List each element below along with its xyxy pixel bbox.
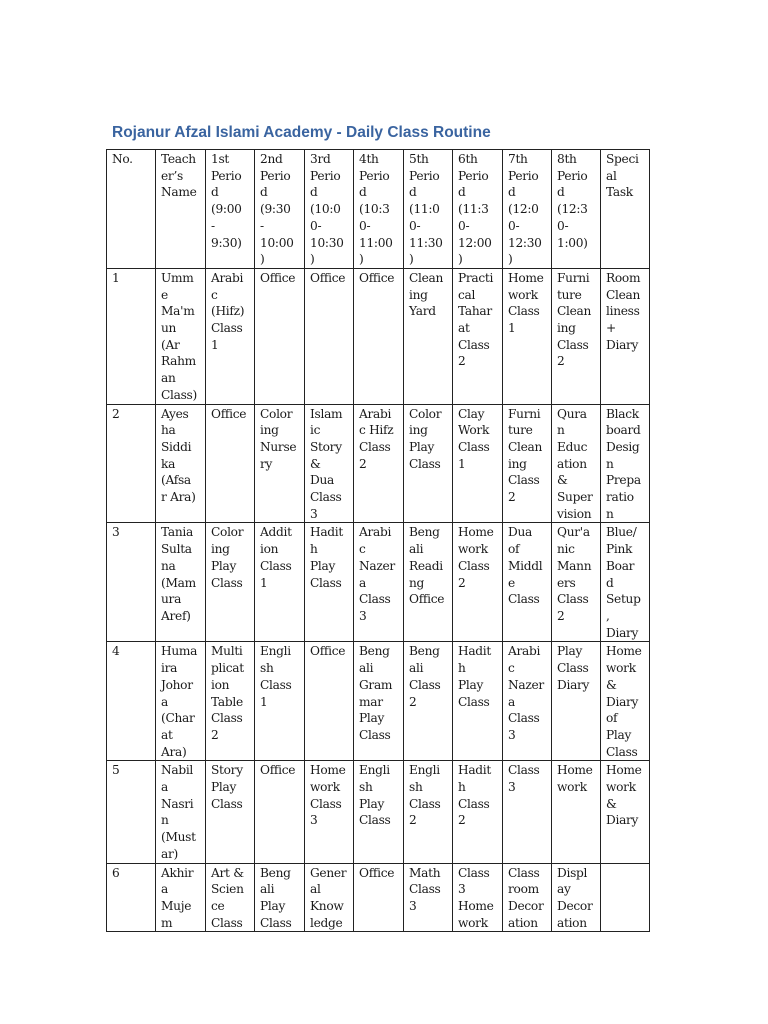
table-cell: Home work Class 2 (453, 523, 503, 642)
table-cell: 6 (107, 863, 156, 932)
table-row (107, 642, 650, 761)
table-cell: Office (305, 642, 354, 761)
table-cell: 2 (107, 404, 156, 523)
column-header: Speci al Task (601, 150, 650, 269)
table-cell: Hadit h Class 2 (453, 761, 503, 863)
table-cell: Room Clean liness + Diary (601, 268, 650, 404)
column-header: 5th Perio d (11:0 0- 11:30 ) (404, 150, 453, 269)
column-header: 2nd Perio d (9:30 - 10:00 ) (255, 150, 305, 269)
table-cell: 3 (107, 523, 156, 642)
table-cell: Beng ali Readi ng Office (404, 523, 453, 642)
table-cell: Qur'a nic Mann ers Class 2 (552, 523, 601, 642)
table-cell: Arabi c Nazer a Class 3 (503, 642, 552, 761)
table-cell: Tania Sulta na (Mam ura Aref) (156, 523, 206, 642)
column-header: 1st Perio d (9:00 - 9:30) (206, 150, 255, 269)
table-cell: Dua of Middl e Class (503, 523, 552, 642)
table-cell: Color ing Play Class (404, 404, 453, 523)
table-cell (601, 863, 650, 932)
column-header: 6th Perio d (11:3 0- 12:00 ) (453, 150, 503, 269)
table-cell: Class 3 Home work (453, 863, 503, 932)
table-cell: Home work & Diary (601, 761, 650, 863)
column-header: 3rd Perio d (10:0 0- 10:30 ) (305, 150, 354, 269)
table-cell: Nabil a Nasri n (Must ar) (156, 761, 206, 863)
table-cell: Color ing Nurse ry (255, 404, 305, 523)
table-cell: Akhir a Muje m (156, 863, 206, 932)
table-row (107, 523, 650, 642)
table-cell: Engli sh Play Class (354, 761, 404, 863)
table-cell: Displ ay Decor ation (552, 863, 601, 932)
table-cell: Math Class 3 (404, 863, 453, 932)
table-cell: Gener al Know ledge (305, 863, 354, 932)
table-cell: Clean ing Yard (404, 268, 453, 404)
table-cell: Class 3 (503, 761, 552, 863)
table-cell: Class room Decor ation (503, 863, 552, 932)
table-cell: Office (206, 404, 255, 523)
table-cell: Office (354, 268, 404, 404)
table-cell: Multi plicat ion Table Class 2 (206, 642, 255, 761)
table-cell: Play Class Diary (552, 642, 601, 761)
column-header: 8th Perio d (12:3 0- 1:00) (552, 150, 601, 269)
column-header: 7th Perio d (12:0 0- 12:30 ) (503, 150, 552, 269)
table-row (107, 404, 650, 523)
class-routine-table (106, 149, 650, 932)
table-cell: Home work Class 3 (305, 761, 354, 863)
table-row (107, 268, 650, 404)
table-cell: Beng ali Gram mar Play Class (354, 642, 404, 761)
table-cell: Beng ali Class 2 (404, 642, 453, 761)
table-cell: Arabi c Hifz Class 2 (354, 404, 404, 523)
column-header: Teach er’s Name (156, 150, 206, 269)
table-cell: Engli sh Class 1 (255, 642, 305, 761)
table-cell: Color ing Play Class (206, 523, 255, 642)
table-cell: Ayes ha Siddi ka (Afsa r Ara) (156, 404, 206, 523)
table-cell: Beng ali Play Class (255, 863, 305, 932)
table-cell: Furni ture Clean ing Class 2 (552, 268, 601, 404)
table-cell: Clay Work Class 1 (453, 404, 503, 523)
table-cell: Islam ic Story & Dua Class 3 (305, 404, 354, 523)
table-cell: Qura n Educ ation & Super vision (552, 404, 601, 523)
table-cell: Home work & Diary of Play Class (601, 642, 650, 761)
table-row (107, 863, 650, 932)
table-cell: Umm e Ma'm un (Ar Rahm an Class) (156, 268, 206, 404)
column-header: No. (107, 150, 156, 269)
table-cell: Arabi c (Hifz) Class 1 (206, 268, 255, 404)
table-cell: Addit ion Class 1 (255, 523, 305, 642)
table-cell: Hadit h Play Class (453, 642, 503, 761)
table-cell: Art & Scien ce Class (206, 863, 255, 932)
table-cell: 4 (107, 642, 156, 761)
table-cell: Practi cal Tahar at Class 2 (453, 268, 503, 404)
table-row (107, 761, 650, 863)
table-cell: Office (255, 268, 305, 404)
table-cell: Black board Desig n Prepa ratio n (601, 404, 650, 523)
table-cell: Blue/ Pink Boar d Setup , Diary (601, 523, 650, 642)
table-cell: Home work Class 1 (503, 268, 552, 404)
table-cell: Engli sh Class 2 (404, 761, 453, 863)
table-cell: 1 (107, 268, 156, 404)
table-cell: Office (255, 761, 305, 863)
page-title: Rojanur Afzal Islami Academy - Daily Class Routine (112, 124, 491, 141)
header-row (107, 150, 650, 269)
table-cell: Office (305, 268, 354, 404)
column-header: 4th Perio d (10:3 0- 11:00 ) (354, 150, 404, 269)
table-cell: 5 (107, 761, 156, 863)
table-cell: Huma ira Johor a (Char at Ara) (156, 642, 206, 761)
table-cell: Furni ture Clean ing Class 2 (503, 404, 552, 523)
table-cell: Hadit h Play Class (305, 523, 354, 642)
table-cell: Story Play Class (206, 761, 255, 863)
table-cell: Home work (552, 761, 601, 863)
table-cell: Arabi c Nazer a Class 3 (354, 523, 404, 642)
table-cell: Office (354, 863, 404, 932)
